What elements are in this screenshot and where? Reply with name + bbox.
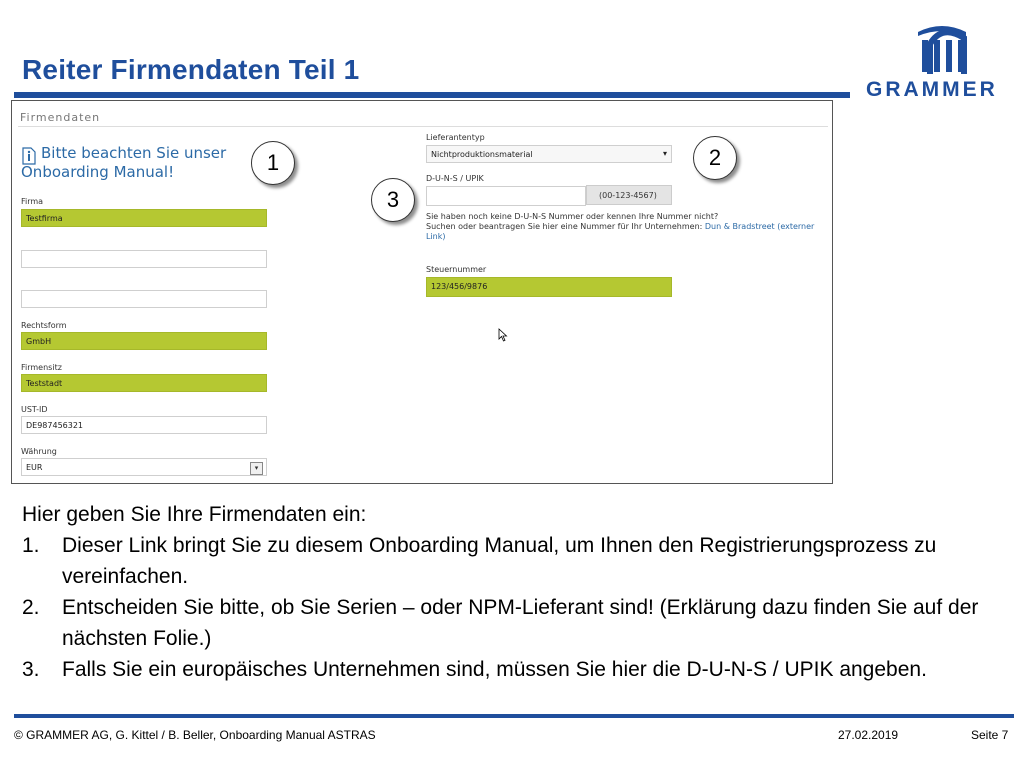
instructions (22, 499, 1012, 685)
duns-label: D-U-N-S / UPIK (426, 174, 484, 183)
callout-1: 1 (251, 141, 295, 185)
rechtsform-input[interactable]: GmbH (21, 332, 267, 350)
item-text: Dieser Link bringt Sie zu diesem Onboarding Manual, um Ihnen den Registrierungsprozess zu vereinfachen. (62, 534, 937, 588)
duns-note (426, 212, 833, 242)
lieferantentyp-value: Nichtproduktionsmaterial (431, 150, 533, 159)
chevron-down-icon[interactable]: ▾ (250, 462, 263, 475)
section-divider (18, 126, 828, 127)
item-number: 2. (22, 596, 40, 619)
firmensitz-input[interactable]: Teststadt (21, 374, 267, 392)
steuernummer-input[interactable]: 123/456/9876 (426, 277, 672, 297)
duns-format-hint: (00-123-4567) (586, 185, 672, 205)
lieferantentyp-label: Lieferantentyp (426, 133, 485, 142)
footer-rule (14, 714, 1014, 718)
manual-link-line2: Onboarding Manual! (21, 163, 175, 181)
grammer-logo-text: GRAMMER (866, 78, 998, 101)
title-rule (14, 92, 850, 98)
instructions-list (22, 530, 1012, 685)
duns-note-line2: Suchen oder beantragen Sie hier eine Nummer für Ihr Unternehmen: (426, 222, 703, 231)
item-text: Entscheiden Sie bitte, ob Sie Serien – oder NPM-Lieferant sind! (Erklärung dazu finden Sie auf der nächsten Folie.) (62, 596, 979, 650)
instruction-item (22, 530, 1012, 592)
item-number: 3. (22, 658, 40, 681)
duns-input[interactable] (426, 186, 586, 206)
footer-date: 27.02.2019 (838, 728, 899, 742)
lieferantentyp-select[interactable] (426, 145, 672, 163)
firma-line2-input[interactable] (21, 250, 267, 268)
mouse-cursor-icon (498, 328, 508, 342)
waehrung-value: EUR (26, 463, 43, 472)
firma-label: Firma (21, 197, 44, 206)
instruction-item (22, 654, 1012, 685)
slide-title: Reiter Firmendaten Teil 1 (22, 54, 360, 85)
item-text: Falls Sie ein europäisches Unternehmen sind, müssen Sie hier die D-U-N-S / UPIK angeben. (62, 658, 927, 681)
callout-2: 2 (693, 136, 737, 180)
dropdown-arrow-icon[interactable]: ▾ (662, 149, 667, 158)
instruction-item (22, 592, 1012, 654)
rechtsform-label: Rechtsform (21, 321, 67, 330)
steuernummer-label: Steuernummer (426, 265, 487, 274)
waehrung-label: Währung (21, 447, 57, 456)
footer-copyright: © GRAMMER AG, G. Kittel / B. Beller, Onboarding Manual ASTRAS (14, 728, 376, 742)
item-number: 1. (22, 534, 40, 557)
firmensitz-label: Firmensitz (21, 363, 62, 372)
onboarding-manual-link[interactable] (21, 144, 226, 182)
dun-bradstreet-link[interactable]: Dun & Bradstreet (externer Link) (426, 222, 815, 241)
waehrung-select[interactable] (21, 458, 267, 476)
firma-input[interactable]: Testfirma (21, 209, 267, 227)
form-section-title: Firmendaten (20, 111, 101, 124)
firma-line3-input[interactable] (21, 290, 267, 308)
instructions-intro: Hier geben Sie Ihre Firmendaten ein: (22, 503, 367, 526)
ustid-input[interactable]: DE987456321 (21, 416, 267, 434)
footer-page: Seite 7 (971, 728, 1009, 742)
manual-link-line1: Bitte beachten Sie unser (41, 144, 227, 162)
ustid-label: UST-ID (21, 405, 48, 414)
duns-note-line1: Sie haben noch keine D-U-N-S Nummer oder kennen Ihre Nummer nicht? (426, 212, 719, 221)
callout-3: 3 (371, 178, 415, 222)
